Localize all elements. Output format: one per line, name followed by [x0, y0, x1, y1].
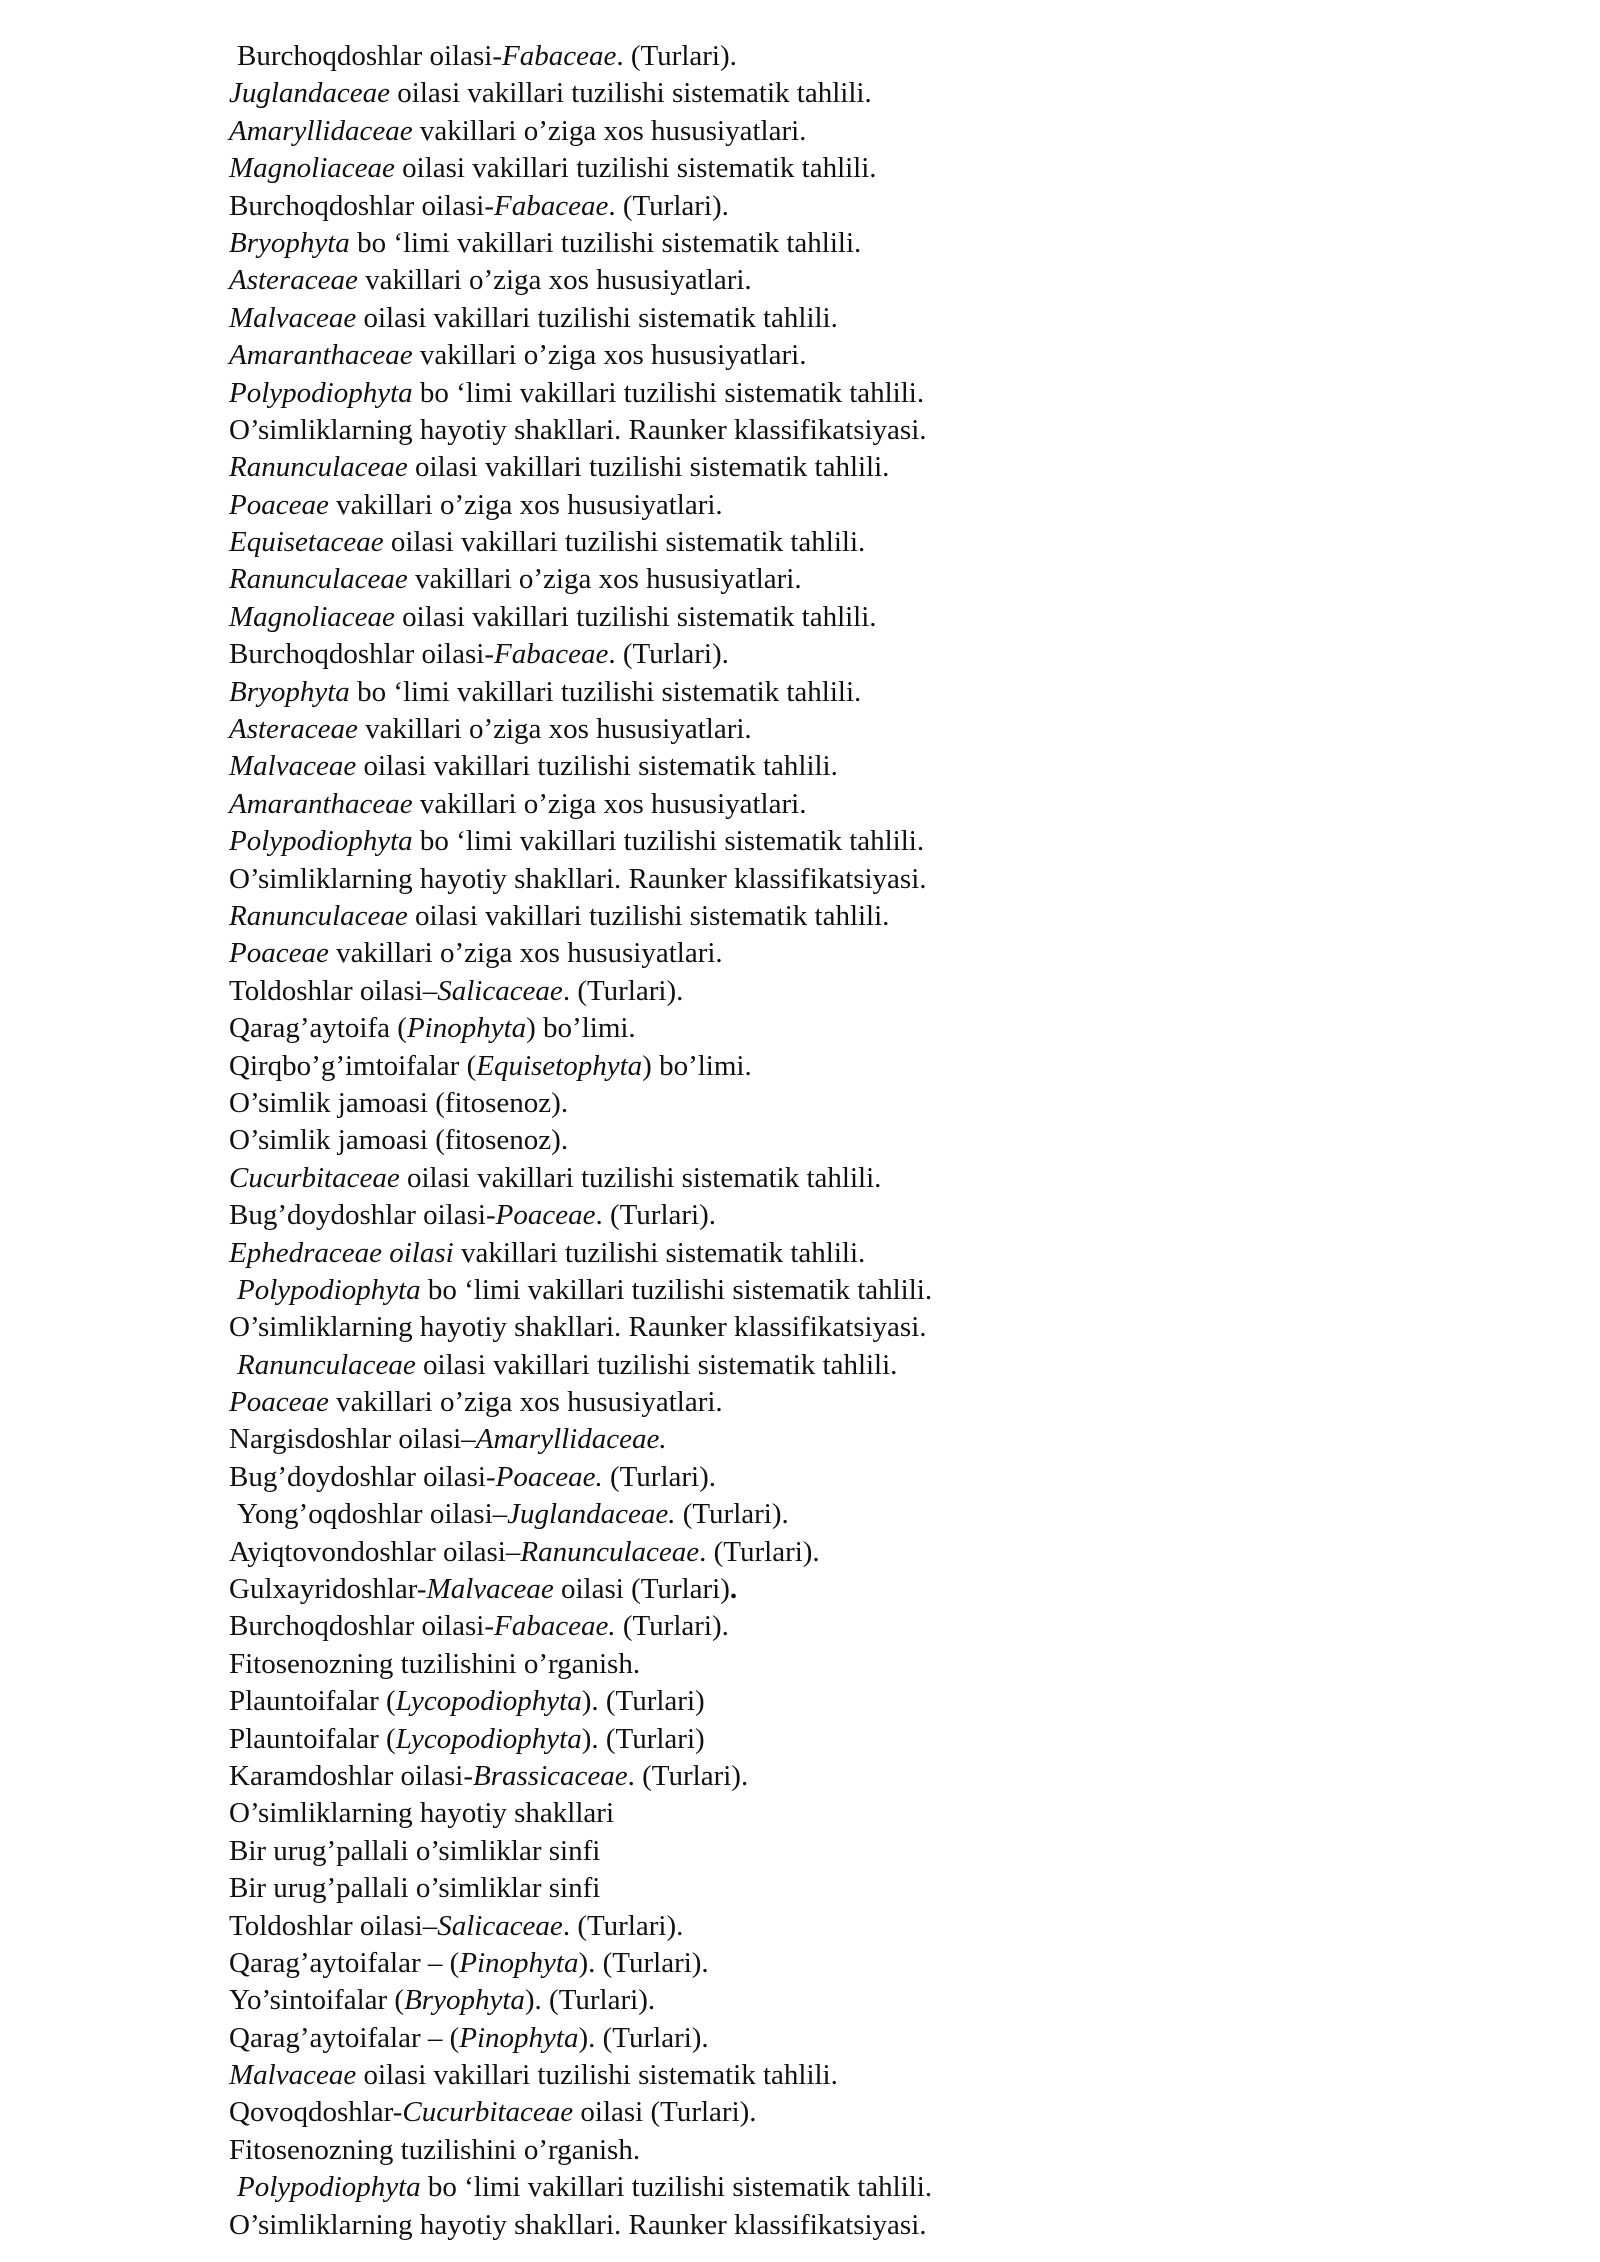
taxon-name: Juglandaceae	[229, 77, 391, 110]
topic-text: Bir urug’pallali o’simliklar sinfi	[229, 1834, 601, 1867]
topic-list	[229, 38, 932, 2244]
topic-text: . (Turlari).	[699, 1535, 820, 1568]
topic-text: Burchoqdoshlar oilasi-	[229, 1610, 494, 1643]
taxon-name: Fabaceae.	[493, 1610, 616, 1643]
taxon-name: Ranunculaceae	[237, 1348, 416, 1381]
topic-text: ). (Turlari).	[524, 1984, 656, 2017]
topic-text: ). (Turlari).	[578, 2021, 709, 2054]
topic-line	[229, 1534, 932, 1571]
taxon-name: Cucurbitaceae	[229, 1161, 400, 1194]
topic-line	[229, 1384, 932, 1421]
topic-line	[229, 188, 932, 225]
topic-line	[229, 823, 932, 860]
taxon-name: Salicaceae	[437, 1909, 563, 1942]
topic-text: Plauntoifalar (	[229, 1685, 396, 1718]
taxon-name: Fabaceae	[501, 40, 617, 72]
topic-line	[229, 748, 932, 785]
topic-text: Bir urug’pallali o’simliklar sinfi	[229, 1872, 601, 1905]
topic-line	[229, 1122, 932, 1159]
topic-line	[229, 1160, 932, 1197]
topic-text: O’simliklarning hayotiy shakllari. Raunker klassifikatsiyasi.	[229, 1311, 927, 1344]
topic-text: Qarag’aytoifalar – (	[229, 2021, 460, 2054]
topic-text: bo ‘limi vakillari tuzilishi sistematik tahlili.	[420, 1273, 933, 1306]
topic-text: O’simlik jamoasi (fitosenoz).	[229, 1086, 569, 1119]
topic-text: O’simliklarning hayotiy shakllari. Raunker klassifikatsiyasi.	[229, 862, 927, 895]
taxon-name: Ranunculaceae	[520, 1535, 700, 1568]
topic-text: Plauntoifalar (	[229, 1722, 396, 1755]
taxon-name: Poaceae.	[495, 1460, 603, 1493]
topic-line	[229, 561, 932, 598]
topic-text: Ayiqtovondoshlar oilasi–	[229, 1535, 521, 1568]
topic-text: Toldoshlar oilasi–	[229, 1909, 438, 1942]
taxon-name: Malvaceae	[426, 1573, 554, 1606]
taxon-name: Poaceae	[229, 1386, 329, 1419]
topic-text: . (Turlari).	[562, 1909, 684, 1942]
topic-text: Burchoqdoshlar oilasi-	[229, 189, 494, 222]
topic-line	[229, 1683, 932, 1720]
taxon-name: Magnoliaceae	[229, 600, 395, 633]
topic-text: oilasi vakillari tuzilishi sistematik tahlili.	[390, 77, 872, 110]
topic-text: oilasi vakillari tuzilishi sistematik tahlili.	[399, 1161, 882, 1194]
topic-text: bo ‘limi vakillari tuzilishi sistematik tahlili.	[349, 675, 862, 708]
taxon-name: Equisetophyta	[476, 1049, 643, 1082]
topic-text: oilasi vakillari tuzilishi sistematik tahlili.	[356, 2059, 838, 2092]
taxon-name: Malvaceae	[229, 301, 357, 334]
topic-line	[229, 1347, 932, 1384]
topic-line	[229, 674, 932, 711]
topic-line	[229, 973, 932, 1010]
topic-text: (Turlari).	[602, 1460, 717, 1493]
topic-line	[229, 1982, 932, 2019]
topic-text: vakillari o’ziga xos hususiyatlari.	[357, 264, 752, 297]
topic-line	[229, 898, 932, 935]
topic-line	[229, 2207, 932, 2244]
topic-text: Yong’oqdoshlar oilasi–	[237, 1498, 508, 1531]
taxon-name: Magnoliaceae	[229, 152, 395, 185]
taxon-name: Polypodiophyta	[237, 1273, 421, 1306]
topic-text: bo ‘limi vakillari tuzilishi sistematik tahlili.	[420, 2171, 933, 2204]
taxon-name: Lycopodiophyta	[395, 1685, 582, 1718]
taxon-name: Asteraceae	[229, 713, 358, 746]
topic-text: O’simlik jamoasi (fitosenoz).	[229, 1124, 569, 1157]
topic-line	[229, 1421, 932, 1458]
topic-text: Gulxayridoshlar-	[229, 1573, 427, 1606]
topic-line	[229, 2169, 932, 2206]
taxon-name: Pinophyta	[406, 1012, 527, 1045]
topic-line	[229, 599, 932, 636]
topic-text: Karamdoshlar oilasi-	[229, 1759, 474, 1792]
taxon-name: Ranunculaceae	[229, 563, 408, 596]
topic-text: bo ‘limi vakillari tuzilishi sistematik tahlili.	[349, 226, 862, 259]
topic-line	[229, 1010, 932, 1047]
topic-text: vakillari o’ziga xos hususiyatlari.	[412, 339, 807, 372]
topic-text: vakillari o’ziga xos hususiyatlari.	[328, 488, 723, 521]
topic-text: . (Turlari).	[627, 1759, 749, 1792]
taxon-name: Fabaceae	[493, 638, 609, 671]
topic-text: O’simliklarning hayotiy shakllari	[229, 1797, 615, 1830]
topic-text: Toldoshlar oilasi–	[229, 974, 438, 1007]
topic-line	[229, 1272, 932, 1309]
topic-text: oilasi vakillari tuzilishi sistematik tahlili.	[394, 600, 877, 633]
taxon-name: Lycopodiophyta	[395, 1722, 582, 1755]
topic-line	[229, 1048, 932, 1085]
taxon-name: Pinophyta	[459, 2021, 579, 2054]
topic-line	[229, 225, 932, 262]
topic-text: O’simliklarning hayotiy shakllari. Raunker klassifikatsiyasi.	[229, 2208, 927, 2241]
topic-text: bo ‘limi vakillari tuzilishi sistematik tahlili.	[412, 825, 925, 858]
topic-text: O’simliklarning hayotiy shakllari. Raunker klassifikatsiyasi.	[229, 413, 927, 446]
topic-text: Bug’doydoshlar oilasi-	[229, 1460, 496, 1493]
taxon-name: Malvaceae	[229, 750, 357, 783]
taxon-name: Polypodiophyta	[229, 825, 413, 858]
topic-text: ). (Turlari)	[581, 1685, 705, 1718]
topic-line	[229, 524, 932, 561]
topic-text: Burchoqdoshlar oilasi-	[229, 638, 494, 671]
taxon-name: Ranunculaceae	[229, 899, 408, 932]
topic-text: oilasi vakillari tuzilishi sistematik tahlili.	[407, 451, 890, 484]
topic-line	[229, 786, 932, 823]
topic-text: Fitosenozning tuzilishini o’rganish.	[229, 1647, 641, 1680]
taxon-name: Fabaceae	[493, 189, 609, 222]
topic-text: ) bo’limi.	[642, 1049, 752, 1082]
topic-text: Burchoqdoshlar oilasi-	[237, 40, 502, 72]
taxon-name: Polypodiophyta	[229, 376, 413, 409]
topic-line	[229, 2057, 932, 2094]
topic-line	[229, 1496, 932, 1533]
topic-text: Qarag’aytoifa (	[229, 1012, 407, 1045]
topic-text: oilasi vakillari tuzilishi sistematik tahlili.	[415, 1348, 898, 1381]
topic-line	[229, 449, 932, 486]
taxon-name: Poaceae	[229, 488, 329, 521]
topic-line	[229, 1870, 932, 1907]
taxon-name: Amaranthaceae	[229, 339, 413, 372]
topic-text: oilasi (Turlari)	[553, 1573, 730, 1606]
topic-line	[229, 1721, 932, 1758]
taxon-name: Amaryllidaceae.	[475, 1423, 667, 1456]
topic-text: vakillari tuzilishi sistematik tahlili.	[453, 1236, 866, 1269]
topic-text: . (Turlari).	[616, 40, 737, 72]
topic-text: vakillari o’ziga xos hususiyatlari.	[328, 937, 723, 970]
topic-line	[229, 1197, 932, 1234]
taxon-name: Bryophyta	[229, 675, 350, 708]
topic-text: oilasi vakillari tuzilishi sistematik tahlili.	[356, 301, 838, 334]
taxon-name: Equisetaceae	[229, 526, 384, 559]
topic-text: Yo’sintoifalar (	[229, 1984, 405, 2017]
taxon-name: Ranunculaceae	[229, 451, 408, 484]
topic-text: oilasi vakillari tuzilishi sistematik tahlili.	[394, 152, 877, 185]
taxon-name: Malvaceae	[229, 2059, 357, 2092]
topic-text: vakillari o’ziga xos hususiyatlari.	[407, 563, 802, 596]
topic-line	[229, 935, 932, 972]
topic-text: Bug’doydoshlar oilasi-	[229, 1199, 496, 1232]
topic-text: Fitosenozning tuzilishini o’rganish.	[229, 2133, 641, 2166]
topic-line	[229, 262, 932, 299]
topic-line	[229, 337, 932, 374]
topic-line	[229, 113, 932, 150]
topic-text: vakillari o’ziga xos hususiyatlari.	[412, 114, 807, 147]
topic-line	[229, 1459, 932, 1496]
topic-line	[229, 2020, 932, 2057]
taxon-name: Poaceae	[495, 1199, 596, 1232]
topic-line	[229, 1758, 932, 1795]
topic-text: . (Turlari).	[608, 638, 729, 671]
topic-line	[229, 412, 932, 449]
topic-line	[229, 861, 932, 898]
topic-text: ). (Turlari)	[581, 1722, 705, 1755]
topic-text: Qovoqdoshlar-	[229, 2096, 403, 2129]
taxon-name: Brassicaceae	[473, 1759, 628, 1792]
topic-line	[229, 1833, 932, 1870]
topic-text: . (Turlari).	[595, 1199, 717, 1232]
topic-text: . (Turlari).	[562, 974, 684, 1007]
taxon-name: Bryophyta	[404, 1984, 525, 2017]
topic-text: ). (Turlari).	[578, 1946, 709, 1979]
topic-line	[229, 75, 932, 112]
topic-text: Nargisdoshlar oilasi–	[229, 1423, 476, 1456]
topic-line	[229, 375, 932, 412]
topic-text: oilasi vakillari tuzilishi sistematik tahlili.	[407, 899, 890, 932]
topic-text: Qarag’aytoifalar – (	[229, 1946, 460, 1979]
topic-line	[229, 1646, 932, 1683]
topic-text: vakillari o’ziga xos hususiyatlari.	[412, 787, 807, 820]
topic-line	[229, 1908, 932, 1945]
taxon-name: Pinophyta	[459, 1946, 579, 1979]
topic-line	[229, 1571, 932, 1608]
topic-line	[229, 150, 932, 187]
topic-line	[229, 1309, 932, 1346]
topic-line	[229, 636, 932, 673]
topic-text: bo ‘limi vakillari tuzilishi sistematik tahlili.	[412, 376, 925, 409]
topic-line	[229, 2132, 932, 2169]
topic-text: oilasi (Turlari).	[573, 2096, 757, 2129]
taxon-name: Juglandaceae.	[507, 1498, 676, 1531]
topic-text: (Turlari).	[675, 1498, 789, 1531]
taxon-name: Amaryllidaceae	[229, 114, 413, 147]
topic-text: . (Turlari).	[608, 189, 729, 222]
taxon-name: Bryophyta	[229, 226, 350, 259]
topic-text: Qirqbo’g’imtoifalar (	[229, 1049, 477, 1082]
topic-text: vakillari o’ziga xos hususiyatlari.	[328, 1386, 723, 1419]
topic-text: vakillari o’ziga xos hususiyatlari.	[357, 713, 752, 746]
topic-line	[229, 1795, 932, 1832]
topic-text: (Turlari).	[615, 1610, 729, 1643]
topic-line	[229, 300, 932, 337]
taxon-name: Asteraceae	[229, 264, 358, 297]
topic-text: ) bo’limi.	[526, 1012, 636, 1045]
topic-line	[229, 38, 932, 75]
topic-line	[229, 1085, 932, 1122]
topic-text: oilasi vakillari tuzilishi sistematik tahlili.	[383, 526, 866, 559]
topic-line	[229, 487, 932, 524]
topic-line	[229, 711, 932, 748]
topic-line	[229, 1235, 932, 1272]
topic-line	[229, 1608, 932, 1645]
taxon-name: Cucurbitaceae	[402, 2096, 574, 2129]
taxon-name: Poaceae	[229, 937, 329, 970]
taxon-name: Salicaceae	[437, 974, 563, 1007]
taxon-name: Ephedraceae oilasi	[229, 1236, 454, 1269]
topic-line	[229, 1945, 932, 1982]
topic-text: oilasi vakillari tuzilishi sistematik tahlili.	[356, 750, 838, 783]
topic-line	[229, 2094, 932, 2131]
topic-text: .	[729, 1573, 738, 1606]
taxon-name: Polypodiophyta	[237, 2171, 421, 2204]
taxon-name: Amaranthaceae	[229, 787, 413, 820]
